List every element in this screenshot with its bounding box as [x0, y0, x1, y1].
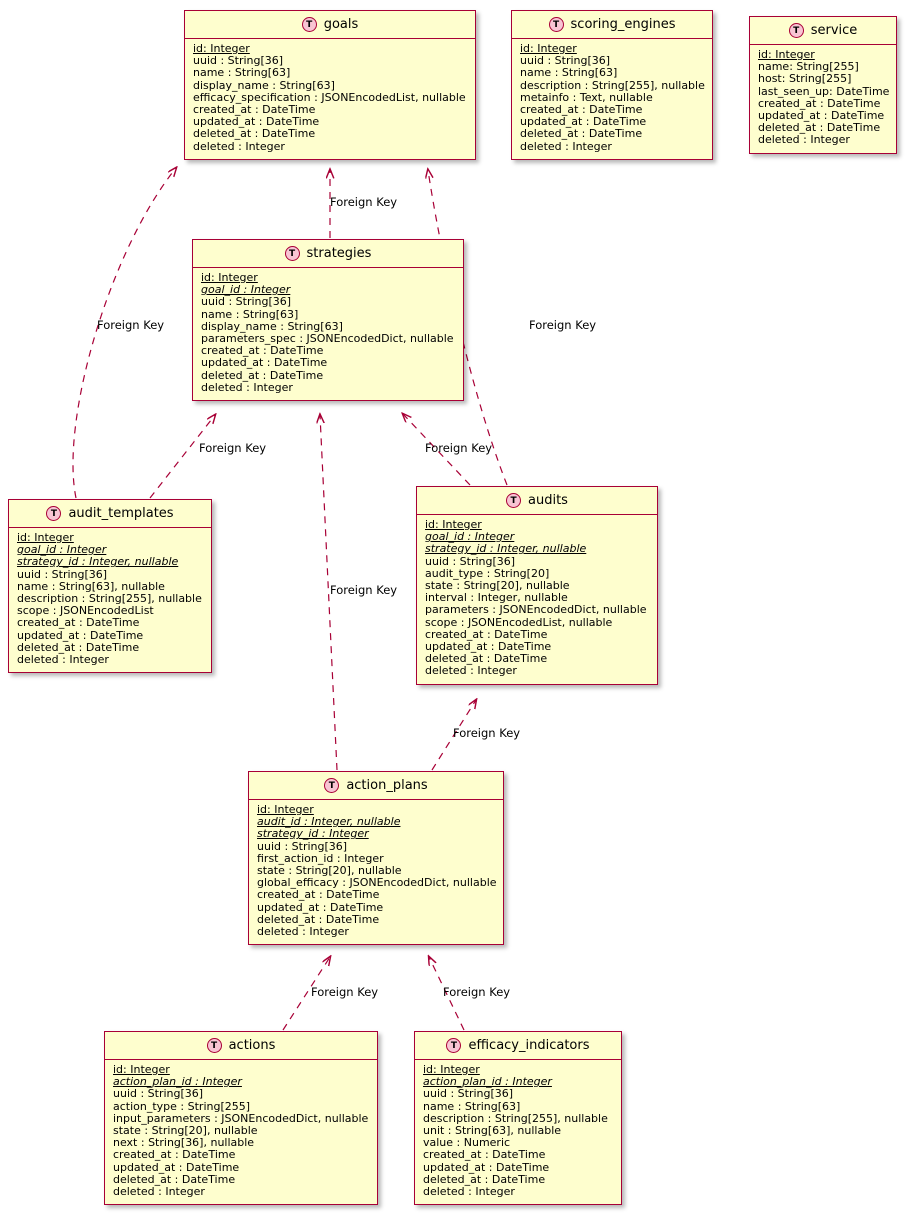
field: updated_at : DateTime — [201, 356, 328, 370]
entity-fields — [9, 528, 211, 672]
field: deleted_at : DateTime — [17, 640, 140, 654]
entity-fields — [417, 515, 657, 684]
field: metainfo : Text, nullable — [520, 90, 653, 104]
entity-title: audit_templates — [68, 506, 174, 521]
entity-title: efficacy_indicators — [468, 1038, 590, 1053]
field: updated_at : DateTime — [193, 115, 320, 129]
entity-header — [9, 500, 211, 528]
field: deleted : Integer — [520, 139, 612, 153]
field: efficacy_specification : JSONEncodedList, nullable — [193, 90, 466, 104]
field: id: Integer — [113, 1063, 170, 1076]
entity-service[interactable] — [749, 16, 897, 154]
field: name : String[63] — [423, 1099, 521, 1113]
relationship-label: Foreign Key — [311, 985, 379, 999]
table-type-icon: T — [302, 17, 317, 32]
edge-audit-templates-goals — [73, 168, 176, 498]
field: next : String[36], nullable — [113, 1136, 255, 1150]
field: created_at : DateTime — [425, 627, 548, 641]
field: uuid : String[36] — [425, 554, 516, 568]
field: deleted_at : DateTime — [201, 368, 324, 382]
field: action_plan_id : Integer — [423, 1075, 552, 1089]
entity-fields — [185, 39, 475, 159]
entity-title: strategies — [306, 246, 372, 261]
field: action_plan_id : Integer — [113, 1075, 242, 1089]
table-type-icon: T — [789, 23, 804, 38]
table-type-icon: T — [207, 1038, 222, 1053]
entity-fields — [249, 800, 503, 944]
field: created_at : DateTime — [201, 344, 324, 358]
entity-strategies[interactable] — [192, 239, 464, 401]
field: created_at : DateTime — [193, 103, 316, 117]
field: id: Integer — [423, 1063, 480, 1076]
field: goal_id : Integer — [17, 543, 107, 557]
field: action_type : String[255] — [113, 1099, 251, 1113]
field: input_parameters : JSONEncodedDict, nullable — [113, 1111, 369, 1125]
relationship-label: Foreign Key — [425, 441, 493, 455]
relationship-label: Foreign Key — [330, 195, 398, 209]
field: interval : Integer, nullable — [425, 591, 568, 605]
field: id: Integer — [257, 803, 314, 816]
field: id: Integer — [17, 531, 74, 544]
field: last_seen_up: DateTime — [758, 84, 890, 98]
field: updated_at : DateTime — [423, 1160, 550, 1174]
entity-audit-templates[interactable] — [8, 499, 212, 673]
entity-fields — [105, 1060, 377, 1204]
field: scope : JSONEncodedList — [17, 604, 154, 618]
entity-title: service — [810, 23, 858, 38]
entity-title: audits — [528, 493, 568, 508]
entity-header — [415, 1032, 621, 1060]
field: uuid : String[36] — [201, 295, 292, 309]
field: id: Integer — [193, 42, 250, 55]
relationship-label: Foreign Key — [330, 583, 398, 597]
entity-scoring-engines[interactable] — [511, 10, 713, 160]
field: uuid : String[36] — [113, 1087, 204, 1101]
field: created_at : DateTime — [758, 96, 881, 110]
table-type-icon: T — [446, 1038, 461, 1053]
field: first_action_id : Integer — [257, 851, 384, 865]
field: deleted_at : DateTime — [423, 1172, 546, 1186]
table-type-icon: T — [324, 778, 339, 793]
entity-header — [512, 11, 712, 39]
entity-goals[interactable] — [184, 10, 476, 160]
field: parameters_spec : JSONEncodedDict, nullable — [201, 332, 454, 346]
table-type-icon: T — [506, 493, 521, 508]
field: host: String[255] — [758, 72, 852, 86]
field: id: Integer — [201, 271, 258, 284]
field: name : String[63] — [193, 66, 291, 80]
field: uuid : String[36] — [257, 839, 348, 853]
entity-fields — [415, 1060, 621, 1204]
field: deleted : Integer — [201, 380, 293, 394]
entity-title: scoring_engines — [570, 17, 676, 32]
field: state : String[20], nullable — [113, 1124, 258, 1138]
field: deleted_at : DateTime — [520, 127, 643, 141]
field: goal_id : Integer — [425, 530, 515, 544]
field: deleted_at : DateTime — [113, 1172, 236, 1186]
field: goal_id : Integer — [201, 283, 291, 297]
field: uuid : String[36] — [520, 54, 611, 68]
entity-fields — [750, 45, 896, 153]
field: strategy_id : Integer — [257, 827, 369, 841]
field: audit_type : String[20] — [425, 566, 550, 580]
field: display_name : String[63] — [193, 78, 335, 92]
field: name : String[63], nullable — [17, 579, 165, 593]
field: audit_id : Integer, nullable — [257, 815, 401, 829]
field: deleted : Integer — [193, 139, 285, 153]
field: created_at : DateTime — [520, 103, 643, 117]
table-type-icon: T — [549, 17, 564, 32]
field: updated_at : DateTime — [520, 115, 647, 129]
field: name : String[63] — [520, 66, 618, 80]
field: deleted : Integer — [17, 653, 109, 667]
field: name : String[63] — [201, 307, 299, 321]
field: created_at : DateTime — [113, 1148, 236, 1162]
entity-actions[interactable] — [104, 1031, 378, 1205]
entity-fields — [512, 39, 712, 159]
entity-action-plans[interactable] — [248, 771, 504, 945]
field: uuid : String[36] — [423, 1087, 514, 1101]
field: deleted : Integer — [758, 133, 850, 147]
field: name: String[255] — [758, 60, 859, 74]
field: id: Integer — [520, 42, 577, 55]
field: parameters : JSONEncodedDict, nullable — [425, 603, 647, 617]
field: deleted_at : DateTime — [257, 912, 380, 926]
table-type-icon: T — [46, 506, 61, 521]
field: deleted : Integer — [425, 664, 517, 678]
field: unit : String[63], nullable — [423, 1124, 562, 1138]
entity-audits[interactable] — [416, 486, 658, 685]
entity-header — [185, 11, 475, 39]
field: updated_at : DateTime — [113, 1160, 240, 1174]
field: deleted_at : DateTime — [425, 652, 548, 666]
entity-efficacy-indicators[interactable] — [414, 1031, 622, 1205]
field: uuid : String[36] — [193, 54, 284, 68]
entity-fields — [193, 268, 463, 400]
field: deleted : Integer — [423, 1185, 515, 1199]
entity-header — [249, 772, 503, 800]
entity-title: actions — [228, 1038, 276, 1053]
relationship-label: Foreign Key — [97, 318, 165, 332]
field: value : Numeric — [423, 1136, 511, 1150]
field: deleted : Integer — [257, 925, 349, 939]
entity-header — [193, 240, 463, 268]
field: created_at : DateTime — [423, 1148, 546, 1162]
field: description : String[255], nullable — [17, 592, 202, 606]
field: global_efficacy : JSONEncodedDict, nullable — [257, 876, 497, 890]
entity-title: goals — [323, 17, 359, 32]
field: id: Integer — [425, 518, 482, 531]
relationship-label: Foreign Key — [443, 985, 511, 999]
field: description : String[255], nullable — [520, 78, 705, 92]
field: created_at : DateTime — [257, 888, 380, 902]
field: updated_at : DateTime — [17, 628, 144, 642]
field: updated_at : DateTime — [758, 109, 885, 123]
table-type-icon: T — [285, 246, 300, 261]
field: strategy_id : Integer, nullable — [17, 555, 179, 569]
relationship-label: Foreign Key — [453, 726, 521, 740]
field: created_at : DateTime — [17, 616, 140, 630]
field: id: Integer — [758, 48, 815, 61]
field: deleted_at : DateTime — [758, 121, 881, 135]
entity-title: action_plans — [346, 778, 428, 793]
relationship-label: Foreign Key — [199, 441, 267, 455]
edge-audit-templates-strategies — [150, 415, 215, 498]
entity-header — [417, 487, 657, 515]
field: description : String[255], nullable — [423, 1111, 608, 1125]
field: deleted : Integer — [113, 1185, 205, 1199]
field: deleted_at : DateTime — [193, 127, 316, 141]
field: state : String[20], nullable — [425, 579, 570, 593]
relationship-label: Foreign Key — [529, 318, 597, 332]
entity-header — [750, 17, 896, 45]
field: strategy_id : Integer, nullable — [425, 542, 587, 556]
entity-header — [105, 1032, 377, 1060]
field: uuid : String[36] — [17, 567, 108, 581]
field: updated_at : DateTime — [425, 640, 552, 654]
field: state : String[20], nullable — [257, 864, 402, 878]
field: scope : JSONEncodedList, nullable — [425, 615, 613, 629]
field: updated_at : DateTime — [257, 900, 384, 914]
field: display_name : String[63] — [201, 319, 343, 333]
